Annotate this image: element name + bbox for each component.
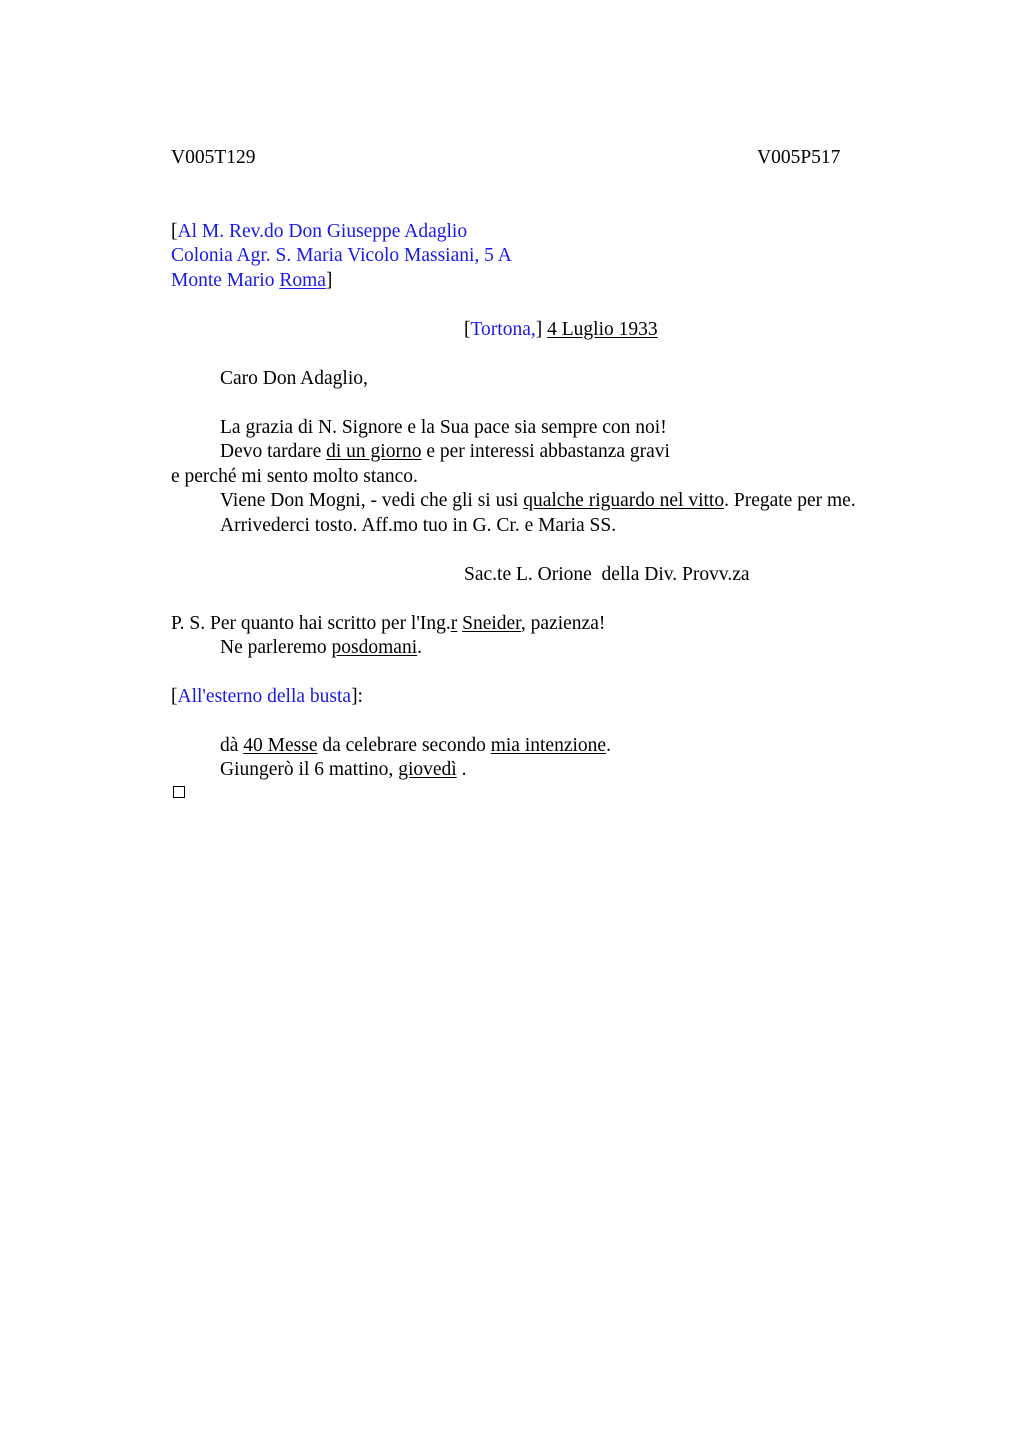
dateline-place: Tortona, [470, 319, 536, 340]
body-paragraph-2: Devo tardare di un giorno e per interessi abbastanza gravi [220, 441, 670, 462]
postscript-line-2: Ne parleremo posdomani. [220, 637, 422, 658]
salutation: Caro Don Adaglio, [220, 368, 368, 389]
dateline: [Tortona,] 4 Luglio 1933 [464, 319, 658, 340]
body-paragraph-3: Viene Don Mogni, - vedi che gli si usi qualche riguardo nel vitto. Pregate per me. [220, 490, 856, 511]
address-line-1: [Al M. Rev.do Don Giuseppe Adaglio [171, 221, 468, 242]
left-reference-code: V005T129 [171, 147, 256, 168]
right-reference-code: V005P517 [757, 147, 841, 168]
body-paragraph-1: La grazia di N. Signore e la Sua pace sia sempre con noi! [220, 417, 667, 438]
address-city: Roma [279, 270, 326, 291]
signature: Sac.te L. Orione della Div. Provv.za [464, 564, 750, 585]
address-recipient: Al M. Rev.do Don Giuseppe Adaglio [177, 221, 468, 242]
postscript-line-1: P. S. Per quanto hai scritto per l'Ing.r Sneider, pazienza! [171, 613, 606, 634]
dateline-date: 4 Luglio 1933 [547, 319, 658, 340]
address-line-3: Monte Mario Roma] [171, 270, 333, 291]
checkbox-square-icon [173, 786, 185, 798]
body-paragraph-2-continued: e perché mi sento molto stanco. [171, 466, 418, 487]
body-paragraph-4: Arrivederci tosto. Aff.mo tuo in G. Cr. e Maria SS. [220, 515, 617, 536]
envelope-line-1: dà 40 Messe da celebrare secondo mia intenzione. [220, 735, 611, 756]
envelope-label: [All'esterno della busta]: [171, 686, 363, 707]
address-line-2: Colonia Agr. S. Maria Vicolo Massiani, 5 A [171, 245, 512, 266]
envelope-line-2: Giungerò il 6 mattino, giovedì . [220, 759, 467, 780]
